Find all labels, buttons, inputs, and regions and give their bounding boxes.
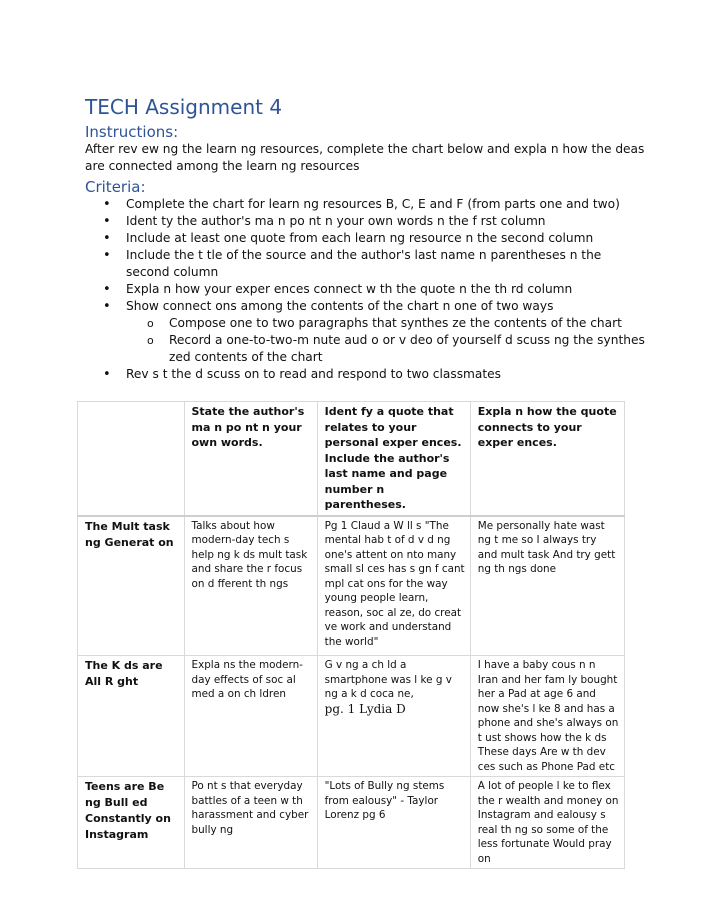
header-connection: Expla n how the quote connects to your exper ences. [470,402,624,516]
instructions-text: After rev ew ng the learn ng resources, complete the chart below and expla n how the deas are connected among the learn ng resources [85,142,645,173]
resource-title: The K ds are All R ght [78,656,185,777]
quote-text: G v ng a ch ld a smartphone was l ke g v ng a k d coca ne, [324,659,452,700]
resource-title: The Mult task ng Generat on [78,516,185,656]
connection-cell: A lot of people l ke to flex the r wealth and money on Instagram and ealousy s real th ng so some of the less fortunate Would pray on [470,777,624,869]
header-main-point: State the author's ma n po nt n your own words. [184,402,317,516]
quote-citation: pg. 1 Lydia D [324,701,406,716]
quote-cell: Pg 1 Claud a W ll s "The mental hab t of d v d ng one's attent on nto many small sl ces has s gn f cant mpl cat ons for the way young people learn, reason, soc al ze, do creat ve work and understand the world" [317,516,470,656]
criteria-list [85,196,645,383]
learning-resources-table [77,401,625,869]
connection-cell: Me personally hate wast ng t me so I always try and mult task And try gett ng th ngs done [470,516,624,656]
table-row [78,656,625,777]
bullet-icon: • [103,214,111,229]
table-row [78,777,625,869]
header-quote: Ident fy a quote that relates to your personal exper ences. Include the author's last name and page number n parentheses. [317,402,470,516]
bullet-icon: • [103,299,111,314]
main-point-cell: Po nt s that everyday battles of a teen w th harassment and cyber bully ng [184,777,317,869]
main-point-cell: Talks about how modern-day tech s help ng k ds mult task and share the r focus on d fferent th ngs [184,516,317,656]
bullet-icon: • [103,367,111,382]
bullet-icon: • [103,197,111,212]
bullet-icon: • [103,231,111,246]
sub-bullet-icon: o [147,317,154,330]
criteria-heading: Criteria: [85,178,146,196]
table-row [78,516,625,656]
criteria-item: • Include at least one quote from each learn ng resource n the second column [103,231,594,246]
table-header-row [78,402,625,516]
criteria-item: • Rev s t the d scuss on to read and respond to two classmates [103,367,502,382]
criteria-subitem: o Record a one-to-two-m nute aud o or v deo of yourself d scuss ng the synthes zed contents of the chart [147,333,645,364]
criteria-item: • Complete the chart for learn ng resources B, C, E and F (from parts one and two) [103,197,620,212]
header-cell-empty [78,402,185,516]
page-title: TECH Assignment 4 [85,95,283,119]
criteria-item: • Include the t tle of the source and the author's last name n parentheses n the second column [103,248,602,279]
resource-title: Teens are Be ng Bull ed Constantly on Instagram [78,777,185,869]
main-point-cell: Expla ns the modern-day effects of soc al med a on ch ldren [184,656,317,777]
sub-bullet-icon: o [147,334,154,347]
connection-cell: I have a baby cous n n Iran and her fam ly bought her a Pad at age 6 and now she's l ke 8 and has a phone and she's always on t ust shows how the k ds These days Are w th dev ces such as Phone Pad etc [470,656,624,777]
quote-cell: "Lots of Bully ng stems from ealousy" - Taylor Lorenz pg 6 [317,777,470,869]
bullet-icon: • [103,248,111,263]
bullet-icon: • [103,282,111,297]
quote-cell [317,656,470,777]
criteria-item: • Show connect ons among the contents of the chart n one of two ways [103,299,554,314]
criteria-item: • Expla n how your exper ences connect w th the quote n the th rd column [103,282,573,297]
criteria-item: • Ident ty the author's ma n po nt n your own words n the f rst column [103,214,546,229]
criteria-subitem: o Compose one to two paragraphs that synthes ze the contents of the chart [147,316,622,330]
instructions-heading: Instructions: [85,123,179,141]
